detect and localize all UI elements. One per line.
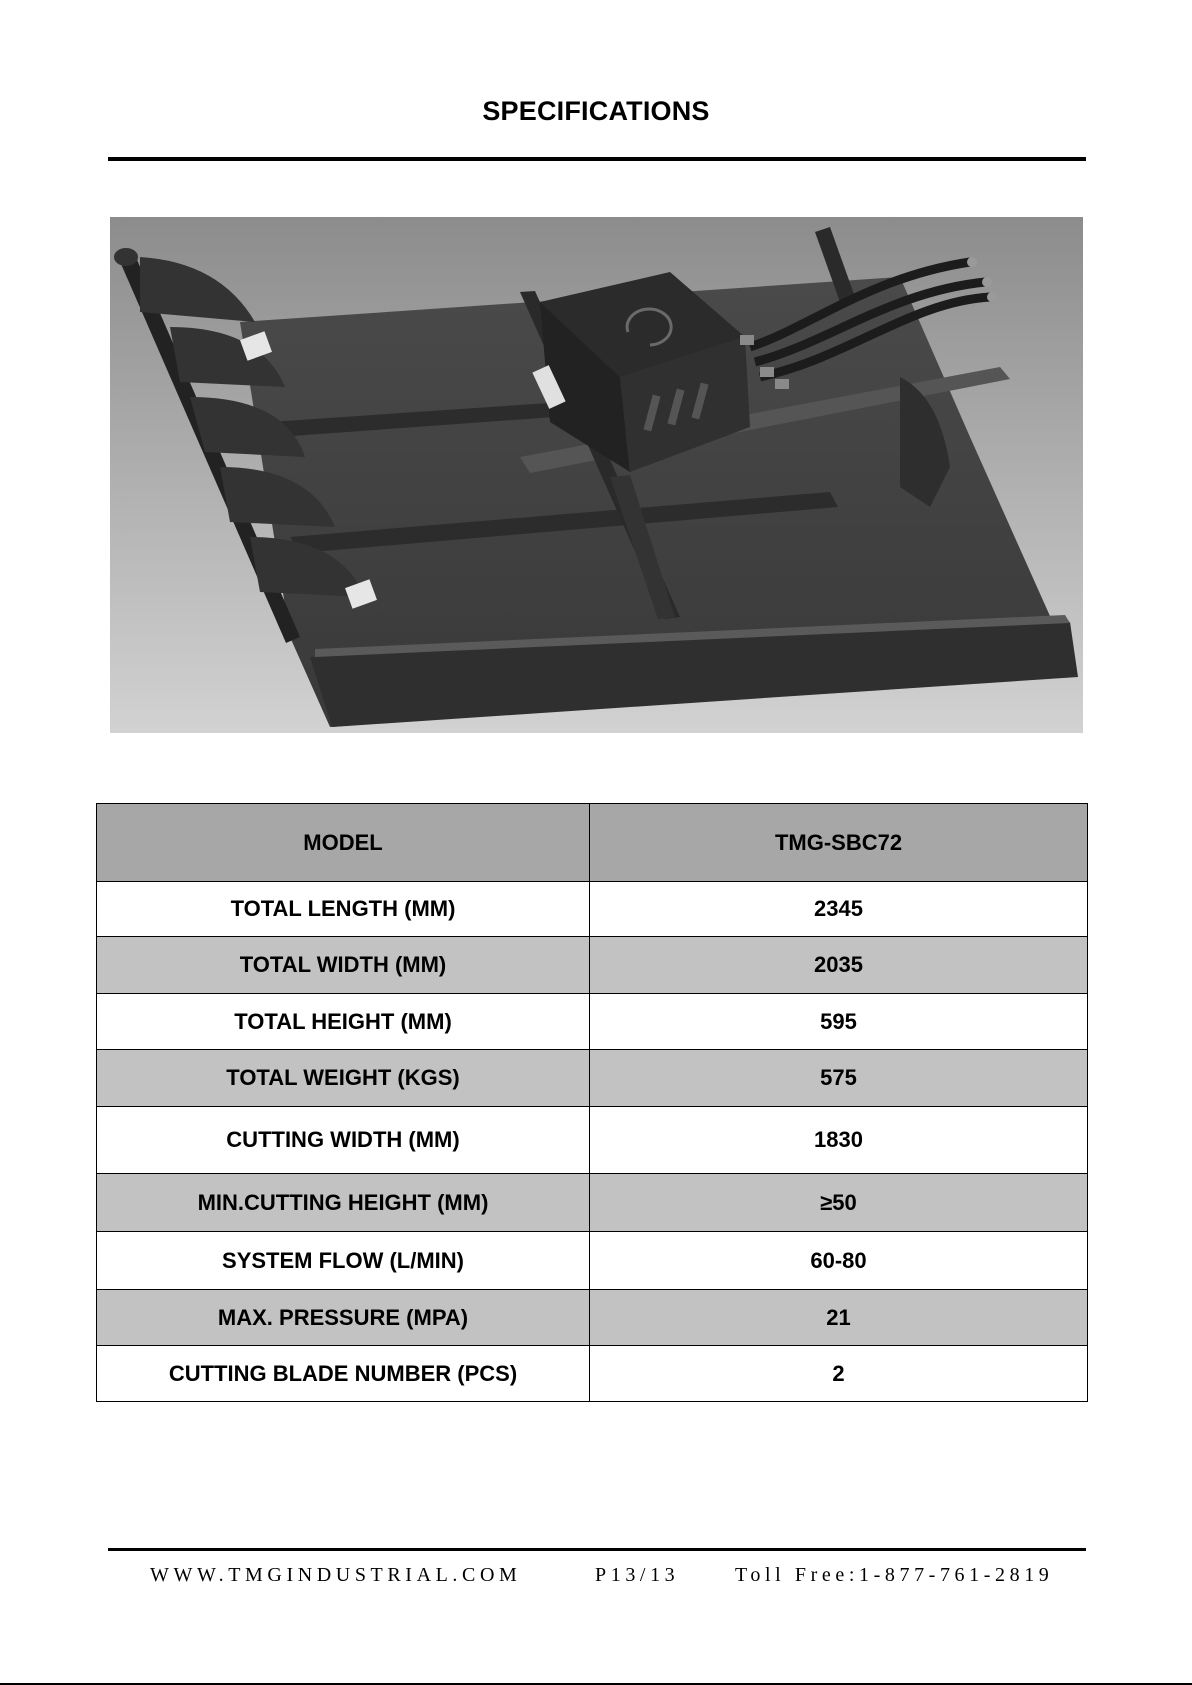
table-row: [97, 1107, 1088, 1174]
table-row: [97, 1050, 1088, 1107]
spec-label: TOTAL WIDTH (MM): [97, 937, 590, 994]
table-row: [97, 1174, 1088, 1232]
header-label: MODEL: [97, 804, 590, 882]
spec-label: MAX. PRESSURE (MPA): [97, 1290, 590, 1346]
spec-value: 595: [590, 994, 1088, 1050]
specifications-table: [96, 803, 1088, 1402]
table-row: [97, 1346, 1088, 1402]
table-row: [97, 1232, 1088, 1290]
spec-value: 1830: [590, 1107, 1088, 1174]
spec-value: 2: [590, 1346, 1088, 1402]
page-title: SPECIFICATIONS: [482, 96, 710, 126]
footer-toll-free: Toll Free:1-877-761-2819: [735, 1564, 1054, 1586]
spec-label: SYSTEM FLOW (L/MIN): [97, 1232, 590, 1290]
spec-value: 2345: [590, 882, 1088, 937]
spec-label: CUTTING WIDTH (MM): [97, 1107, 590, 1174]
spec-label: TOTAL LENGTH (MM): [97, 882, 590, 937]
spec-label: TOTAL HEIGHT (MM): [97, 994, 590, 1050]
spec-label: TOTAL WEIGHT (KGS): [97, 1050, 590, 1107]
product-image: [110, 217, 1083, 733]
spec-label: CUTTING BLADE NUMBER (PCS): [97, 1346, 590, 1402]
title-divider: [108, 157, 1086, 161]
header-value: TMG-SBC72: [590, 804, 1088, 882]
spec-value: 2035: [590, 937, 1088, 994]
spec-value: 60-80: [590, 1232, 1088, 1290]
spec-value: 21: [590, 1290, 1088, 1346]
footer-website: WWW.TMGINDUSTRIAL.COM: [150, 1564, 522, 1586]
footer-divider: [108, 1548, 1086, 1551]
table-row: [97, 882, 1088, 937]
spec-label: MIN.CUTTING HEIGHT (MM): [97, 1174, 590, 1232]
table-row: [97, 1290, 1088, 1346]
table-header-row: [97, 804, 1088, 882]
table-row: [97, 937, 1088, 994]
spec-value: 575: [590, 1050, 1088, 1107]
spec-value: ≥50: [590, 1174, 1088, 1232]
footer-page-number: P13/13: [595, 1564, 680, 1586]
table-row: [97, 994, 1088, 1050]
